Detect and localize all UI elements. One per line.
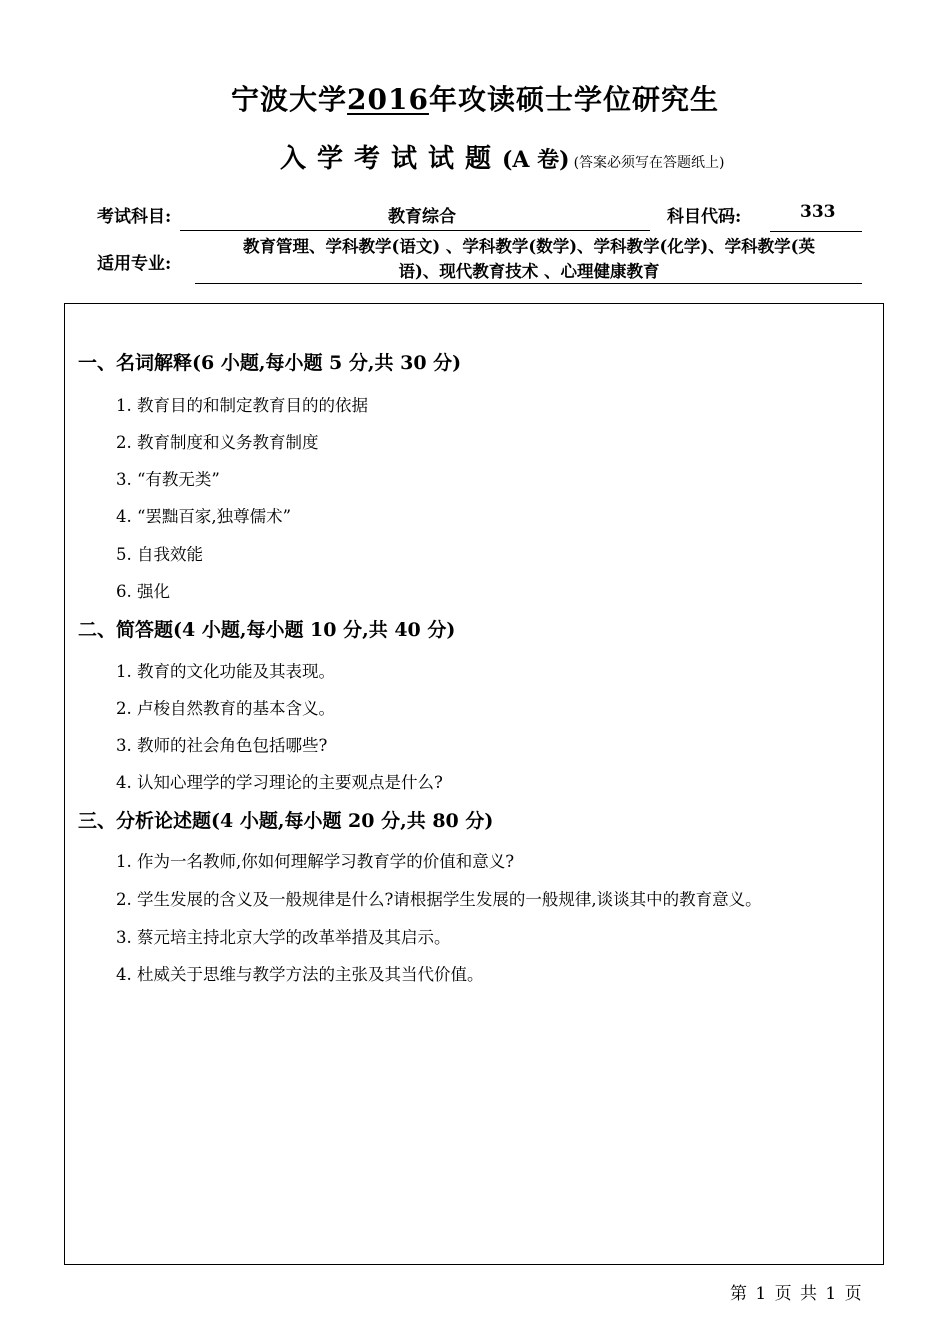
subject-label: 考试科目: <box>97 207 172 227</box>
question-item: 3. 教师的社会角色包括哪些? <box>116 736 328 755</box>
subtitle-main: 入学考试试题 <box>280 144 503 174</box>
question-item: 2. 教育制度和义务教育制度 <box>116 433 319 452</box>
question-item: 3. “有教无类” <box>116 470 220 489</box>
major-underline <box>195 283 862 284</box>
major-label: 适用专业: <box>97 254 172 274</box>
question-item: 4. “罢黜百家,独尊儒术” <box>116 507 292 526</box>
question-item: 4. 认知心理学的学习理论的主要观点是什么? <box>116 773 443 792</box>
question-item: 1. 教育目的和制定教育目的的依据 <box>116 396 368 415</box>
exam-subtitle <box>280 138 725 175</box>
major-value <box>198 234 860 284</box>
section-heading: 二、简答题(4 小题,每小题 10 分,共 40 分) <box>78 619 456 641</box>
title-suffix: 年攻读硕士学位研究生 <box>428 83 719 116</box>
question-item: 1. 教育的文化功能及其表现。 <box>116 662 335 681</box>
subject-underline <box>180 230 650 231</box>
paper-label: (A 卷) <box>502 147 570 173</box>
question-item: 4. 杜威关于思维与教学方法的主张及其当代价值。 <box>116 965 484 984</box>
major-line-2: 语)、现代教育技术 、心理健康教育 <box>398 262 660 281</box>
code-value: 333 <box>800 202 836 222</box>
answer-note: (答案必须写在答题纸上) <box>573 155 725 171</box>
code-underline <box>770 231 862 232</box>
major-line-1: 教育管理、学科教学(语文) 、学科教学(数学)、学科教学(化学)、学科教学(英 <box>243 237 815 256</box>
title-prefix: 宁波大学 <box>231 83 348 116</box>
question-item: 2. 卢梭自然教育的基本含义。 <box>116 699 335 718</box>
exam-title <box>0 78 950 118</box>
question-item: 3. 蔡元培主持北京大学的改革举措及其启示。 <box>116 928 451 947</box>
question-item: 1. 作为一名教师,你如何理解学习教育学的价值和意义? <box>116 852 515 871</box>
question-item: 2. 学生发展的含义及一般规律是什么?请根据学生发展的一般规律,谈谈其中的教育意义。 <box>116 890 762 909</box>
code-label: 科目代码: <box>667 207 742 227</box>
subject-value: 教育综合 <box>388 207 456 227</box>
title-year: 2016 <box>347 83 429 116</box>
section-heading: 一、名词解释(6 小题,每小题 5 分,共 30 分) <box>78 352 462 374</box>
question-item: 5. 自我效能 <box>116 545 203 564</box>
section-heading: 三、分析论述题(4 小题,每小题 20 分,共 80 分) <box>78 810 494 832</box>
page-number: 第 1 页 共 1 页 <box>730 1284 862 1304</box>
question-item: 6. 强化 <box>116 582 170 601</box>
